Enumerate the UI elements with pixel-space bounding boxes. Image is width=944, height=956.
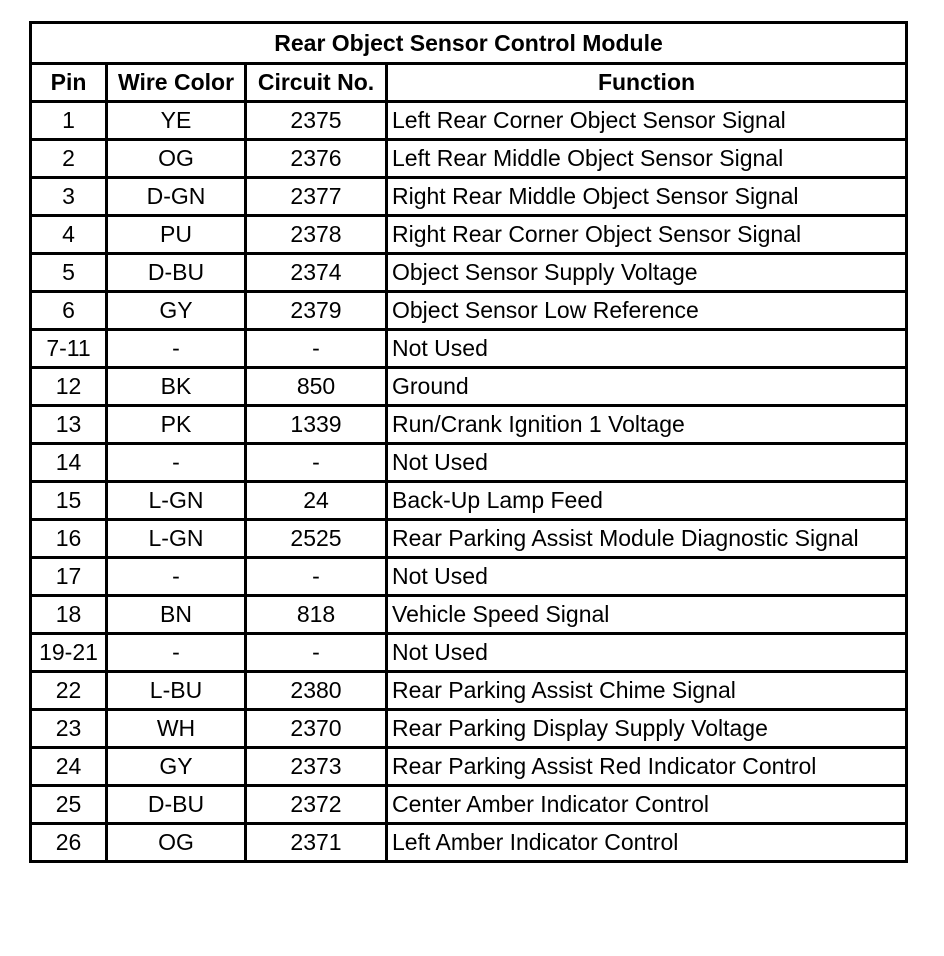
function-cell: Not Used [387,330,907,368]
function-cell: Not Used [387,444,907,482]
function-cell: Right Rear Middle Object Sensor Signal [387,178,907,216]
table-title: Rear Object Sensor Control Module [31,23,907,64]
function-cell: Center Amber Indicator Control [387,786,907,824]
circuit-cell: 850 [246,368,387,406]
pin-cell: 17 [31,558,107,596]
function-cell: Left Rear Middle Object Sensor Signal [387,140,907,178]
pin-cell: 2 [31,140,107,178]
pin-cell: 18 [31,596,107,634]
pin-cell: 24 [31,748,107,786]
table-row [31,254,907,292]
pin-cell: 3 [31,178,107,216]
function-cell: Rear Parking Assist Chime Signal [387,672,907,710]
table-row [31,634,907,672]
table-row [31,748,907,786]
wire-color-cell: GY [107,748,246,786]
circuit-cell: 2378 [246,216,387,254]
function-cell: Right Rear Corner Object Sensor Signal [387,216,907,254]
function-cell: Not Used [387,558,907,596]
wire-color-cell: GY [107,292,246,330]
wire-color-cell: L-GN [107,520,246,558]
wire-color-cell: BK [107,368,246,406]
wire-color-cell: YE [107,102,246,140]
table-row [31,330,907,368]
function-cell: Not Used [387,634,907,672]
circuit-cell: - [246,634,387,672]
wire-color-cell: - [107,330,246,368]
connector-table-container [29,21,905,863]
wire-color-cell: BN [107,596,246,634]
table-row [31,672,907,710]
table-row [31,710,907,748]
table-row [31,102,907,140]
header-function: Function [387,64,907,102]
table-row [31,140,907,178]
wire-color-cell: OG [107,140,246,178]
circuit-cell: 2375 [246,102,387,140]
pin-cell: 16 [31,520,107,558]
pin-cell: 6 [31,292,107,330]
circuit-cell: 2371 [246,824,387,862]
table-row [31,444,907,482]
pin-cell: 12 [31,368,107,406]
function-cell: Object Sensor Low Reference [387,292,907,330]
circuit-cell: 2377 [246,178,387,216]
wire-color-cell: - [107,634,246,672]
table-row [31,824,907,862]
pin-cell: 4 [31,216,107,254]
pin-cell: 5 [31,254,107,292]
circuit-cell: 1339 [246,406,387,444]
function-cell: Object Sensor Supply Voltage [387,254,907,292]
circuit-cell: 2379 [246,292,387,330]
wire-color-cell: D-BU [107,786,246,824]
table-row [31,786,907,824]
circuit-cell: 2380 [246,672,387,710]
pin-cell: 26 [31,824,107,862]
function-cell: Rear Parking Assist Red Indicator Control [387,748,907,786]
table-header-row [31,64,907,102]
pin-cell: 22 [31,672,107,710]
function-cell: Rear Parking Assist Module Diagnostic Signal [387,520,907,558]
wire-color-cell: PU [107,216,246,254]
pin-cell: 19-21 [31,634,107,672]
function-cell: Ground [387,368,907,406]
pin-cell: 14 [31,444,107,482]
circuit-cell: 2372 [246,786,387,824]
pin-cell: 15 [31,482,107,520]
table-row [31,558,907,596]
wire-color-cell: WH [107,710,246,748]
table-row [31,178,907,216]
circuit-cell: - [246,330,387,368]
wire-color-cell: L-BU [107,672,246,710]
wire-color-cell: OG [107,824,246,862]
table-row [31,292,907,330]
circuit-cell: - [246,558,387,596]
circuit-cell: 24 [246,482,387,520]
function-cell: Rear Parking Display Supply Voltage [387,710,907,748]
table-row [31,406,907,444]
wire-color-cell: D-BU [107,254,246,292]
circuit-cell: 818 [246,596,387,634]
pin-cell: 13 [31,406,107,444]
circuit-cell: 2370 [246,710,387,748]
header-wire-color: Wire Color [107,64,246,102]
table-row [31,216,907,254]
header-pin: Pin [31,64,107,102]
function-cell: Left Rear Corner Object Sensor Signal [387,102,907,140]
function-cell: Vehicle Speed Signal [387,596,907,634]
circuit-cell: 2525 [246,520,387,558]
pin-cell: 7-11 [31,330,107,368]
header-circuit-no: Circuit No. [246,64,387,102]
wire-color-cell: - [107,444,246,482]
function-cell: Left Amber Indicator Control [387,824,907,862]
table-row [31,520,907,558]
connector-pinout-table [29,21,908,863]
wire-color-cell: PK [107,406,246,444]
table-row [31,482,907,520]
wire-color-cell: D-GN [107,178,246,216]
function-cell: Back-Up Lamp Feed [387,482,907,520]
wire-color-cell: L-GN [107,482,246,520]
pin-cell: 23 [31,710,107,748]
table-row [31,368,907,406]
circuit-cell: 2376 [246,140,387,178]
circuit-cell: - [246,444,387,482]
circuit-cell: 2374 [246,254,387,292]
wire-color-cell: - [107,558,246,596]
table-title-row [31,23,907,64]
pin-cell: 25 [31,786,107,824]
function-cell: Run/Crank Ignition 1 Voltage [387,406,907,444]
table-row [31,596,907,634]
circuit-cell: 2373 [246,748,387,786]
pin-cell: 1 [31,102,107,140]
